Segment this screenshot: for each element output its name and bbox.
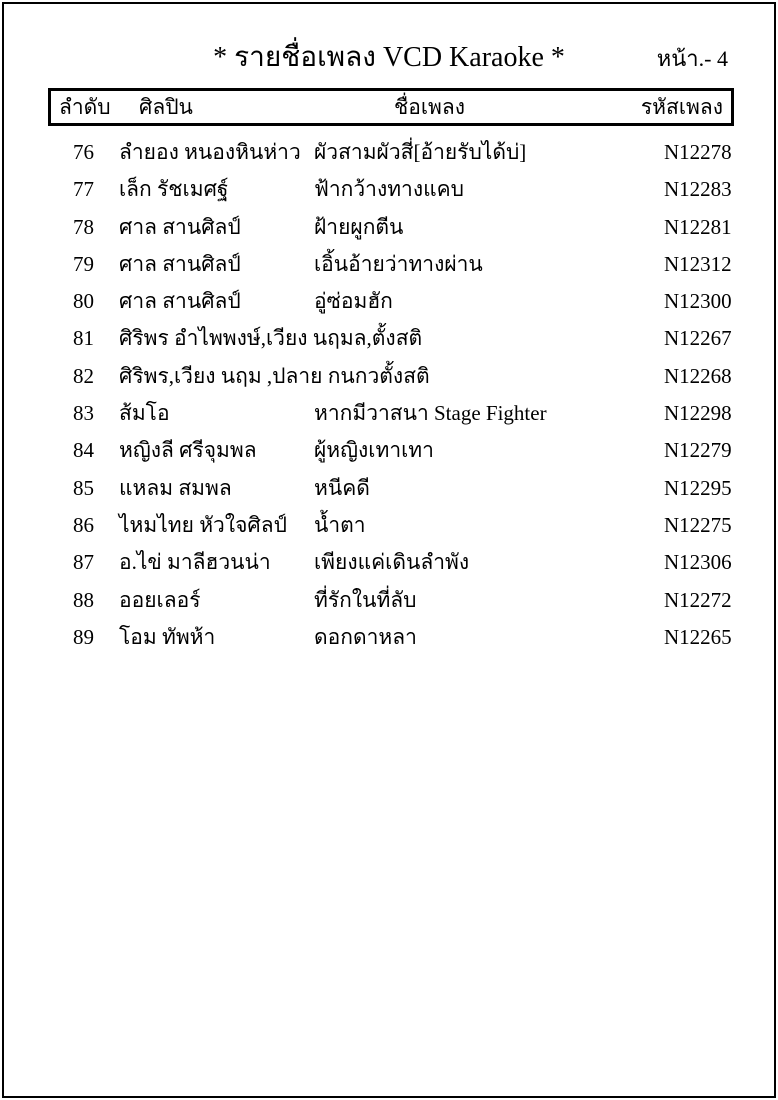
artist-name: ศาล สานศิลป์ [119,289,241,314]
page-title: * รายชื่อเพลง VCD Karaoke * [213,42,565,73]
song-title: ดอกดาหลา [314,624,417,649]
table-row [48,134,734,171]
row-text [119,171,674,208]
table-row [48,582,734,619]
artist-name: ศาล สานศิลป์ [119,214,241,239]
song-code: N12265 [664,624,732,649]
row-number: 81 [73,326,94,351]
row-number: 80 [73,289,94,314]
song-title: เพียงแค่เดินลำพัง [314,550,470,575]
row-text [119,283,674,320]
artist-name: ศิริพร,เวียง นฤม ,ปลาย กนกว [119,363,380,388]
column-header-code: รหัสเพลง [640,95,723,119]
row-number: 87 [73,550,94,575]
song-code: N12267 [664,326,732,351]
song-code: N12306 [664,550,732,575]
song-code: N12298 [664,401,732,426]
artist-name: ศาล สานศิลป์ [119,251,241,276]
artist-name: ลำยอง หนองหินห่าว [119,140,301,164]
song-title: หากมีวาสนา Stage Fighter [314,401,547,426]
table-row [48,619,734,656]
table-row [48,246,734,283]
table-row [48,171,734,208]
row-text [119,134,674,171]
row-number: 86 [73,512,94,537]
row-text [119,619,674,656]
song-title: อู่ซ่อมฮัก [314,289,393,314]
column-header-artist: ศิลปิน [139,95,193,119]
table-row [48,432,734,469]
table-row [48,209,734,246]
song-title: ฝ้ายผูกตีน [314,214,404,239]
row-number: 85 [73,475,94,500]
song-code: N12312 [664,251,732,276]
row-number: 78 [73,214,94,239]
song-title: ฟ้ากว้างทางแคบ [314,177,465,202]
table-row [48,470,734,507]
artist-name: หญิงลี ศรีจุมพล [119,438,257,463]
song-code: N12300 [664,289,732,314]
page-number: หน้า.- 4 [656,46,728,71]
row-number: 84 [73,438,94,463]
song-code: N12278 [664,140,732,164]
song-code: N12279 [664,438,732,463]
row-text [119,507,674,544]
row-text [119,470,674,507]
row-number: 79 [73,251,94,276]
song-code: N12281 [664,214,732,239]
row-number: 77 [73,177,94,202]
row-number: 76 [73,140,94,164]
song-list [48,134,734,656]
artist-name: ออยเลอร์ [119,587,201,612]
row-text [119,246,674,283]
song-title: ผู้หญิงเทาเทา [314,438,434,463]
column-header-song: ชื่อเพลง [394,95,466,119]
table-row [48,283,734,320]
row-number: 89 [73,624,94,649]
row-text [119,395,674,432]
table-row [48,507,734,544]
artist-name: เล็ก รัชเมศฐ์ [119,177,229,202]
page-border [2,2,776,1098]
row-number: 82 [73,363,94,388]
row-text [119,582,674,619]
row-text [119,320,674,357]
table-row [48,395,734,432]
row-text [119,358,674,395]
artist-name: โอม ทัพห้า [119,624,216,649]
song-code: N12272 [664,587,732,612]
song-title: หนีคดี [314,475,370,500]
song-code: N12283 [664,177,732,202]
song-title: น้ำตา [314,512,366,537]
song-code: N12268 [664,363,732,388]
artist-name: ไหมไทย หัวใจศิลป์ [119,512,287,537]
row-text [119,209,674,246]
song-title: ตั้งสติ [379,363,430,388]
table-header [48,88,734,126]
column-header-no: ลำดับ [59,95,111,119]
row-text [119,544,674,581]
artist-name: อ.ไข่ มาลีฮวนน่า [119,550,271,575]
row-number: 88 [73,587,94,612]
row-text [119,432,674,469]
song-title: ที่รักในที่ลับ [314,587,417,612]
table-row [48,320,734,357]
artist-name: ส้มโอ [119,401,170,426]
table-row [48,358,734,395]
row-number: 83 [73,401,94,426]
song-title: เอิ้นอ้ายว่าทางผ่าน [314,251,483,276]
song-title: ตั้งสติ [371,326,423,351]
table-row [48,544,734,581]
song-code: N12295 [664,475,732,500]
song-title: ผัวสามผัวสี่[อ้ายรับได้บ่] [314,140,527,164]
song-code: N12275 [664,512,732,537]
artist-name: ศิริพร อำไพพงษ์,เวียง นฤมล, [119,326,372,351]
artist-name: แหลม สมพล [119,475,232,500]
